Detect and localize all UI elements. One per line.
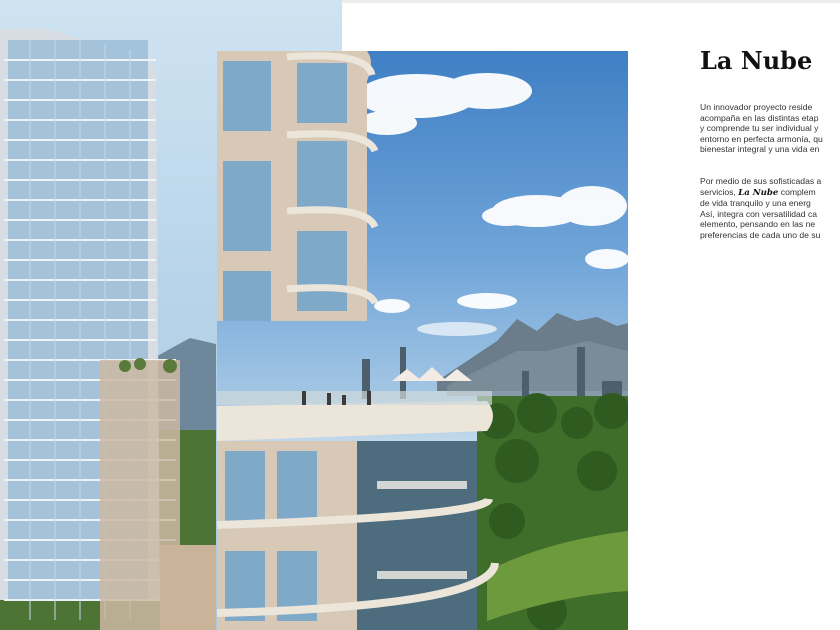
amenities-line: Así, integra con versatilidad ca xyxy=(700,208,818,219)
amenities-line: preferencias de cada uno de su xyxy=(700,229,821,240)
intro-paragraph xyxy=(700,102,840,155)
intro-line: Un innovador proyecto reside xyxy=(700,102,813,112)
intro-line: entorno en perfecta armonía, qu xyxy=(700,133,823,144)
intro-line: acompaña en las distintas etap xyxy=(700,112,819,123)
page-title: La Nube xyxy=(700,46,813,75)
amenities-paragraph xyxy=(700,176,840,241)
amenities-text: complem xyxy=(778,186,816,197)
intro-line: bienestar integral y una vida en xyxy=(700,144,820,155)
main-tower-image xyxy=(217,51,628,630)
amenities-line xyxy=(700,187,840,199)
main-tower-illustration xyxy=(217,51,628,630)
amenities-line: Por medio de sus sofisticadas a xyxy=(700,176,822,186)
intro-line: y comprende tu ser individual y xyxy=(700,123,819,134)
brand-name: La Nube xyxy=(738,187,779,198)
amenities-line: de vida tranquilo y una energ xyxy=(700,198,811,209)
amenities-text: servicios, xyxy=(700,186,739,197)
top-divider xyxy=(342,0,840,3)
amenities-line: elemento, pensando en las ne xyxy=(700,219,816,230)
